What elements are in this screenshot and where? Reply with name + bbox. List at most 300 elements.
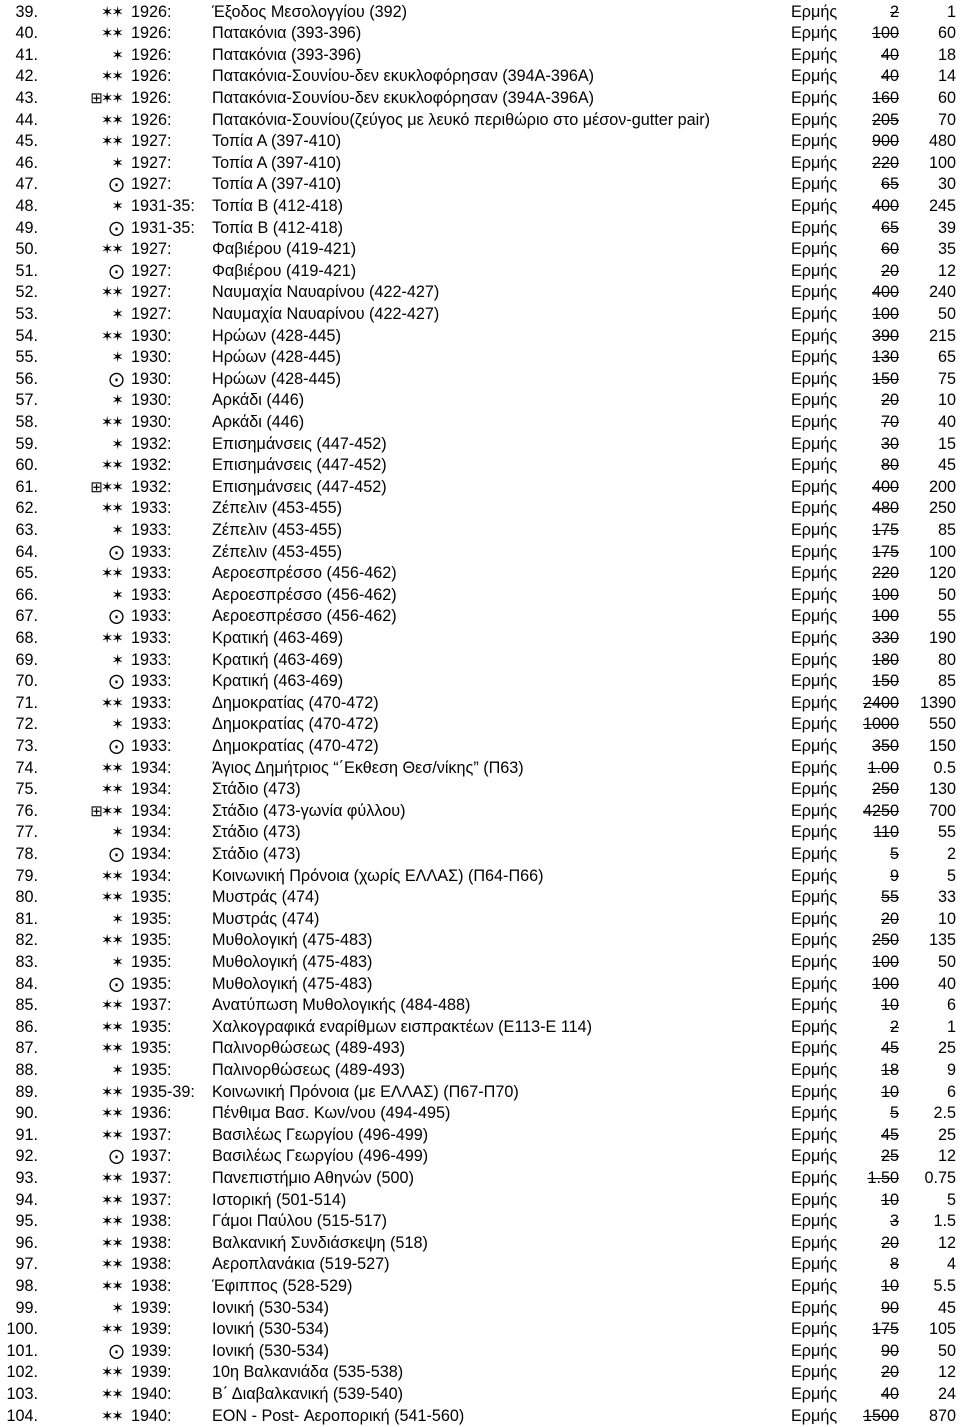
issue-title: Ναυμαχία Ναυαρίνου (422-427)	[212, 304, 439, 326]
new-price: 60	[904, 23, 956, 45]
issue-year: 1935:	[131, 1060, 172, 1082]
condition-symbol: ✶	[58, 347, 122, 369]
table-row	[0, 196, 960, 218]
catalogue-name: Ερμής	[791, 1384, 837, 1406]
catalogue-name: Ερμής	[791, 1082, 837, 1104]
new-price: 135	[904, 930, 956, 952]
old-price: 100	[852, 23, 899, 45]
entry-number: 82.	[2, 930, 38, 952]
old-price: 1.50	[852, 1168, 899, 1190]
new-price: 12	[904, 1146, 956, 1168]
issue-year: 1934:	[131, 779, 172, 801]
issue-year: 1938:	[131, 1276, 172, 1298]
entry-number: 67.	[2, 606, 38, 628]
issue-year: 1939:	[131, 1298, 172, 1320]
table-row	[0, 974, 960, 996]
old-price: 45	[852, 1125, 899, 1147]
issue-year: 1937:	[131, 1125, 172, 1147]
new-price: 6	[904, 995, 956, 1017]
catalogue-name: Ερμής	[791, 866, 837, 888]
entry-number: 45.	[2, 131, 38, 153]
table-row	[0, 693, 960, 715]
issue-title: Πανεπιστήμιο Αθηνών (500)	[212, 1168, 414, 1190]
new-price: 25	[904, 1125, 956, 1147]
issue-year: 1937:	[131, 995, 172, 1017]
condition-symbol: ✶✶	[58, 563, 122, 585]
entry-number: 101.	[2, 1341, 38, 1363]
issue-title: Βαλκανική Συνδιάσκεψη (518)	[212, 1233, 428, 1255]
new-price: 200	[904, 477, 956, 499]
condition-symbol: ✶✶	[58, 887, 122, 909]
table-row	[0, 390, 960, 412]
catalogue-name: Ερμής	[791, 131, 837, 153]
new-price: 1	[904, 2, 956, 24]
entry-number: 54.	[2, 326, 38, 348]
entry-number: 68.	[2, 628, 38, 650]
new-price: 75	[904, 369, 956, 391]
condition-symbol: ✶✶	[58, 758, 122, 780]
issue-title: Δημοκρατίας (470-472)	[212, 693, 379, 715]
new-price: 120	[904, 563, 956, 585]
entry-number: 75.	[2, 779, 38, 801]
catalogue-name: Ερμής	[791, 693, 837, 715]
issue-year: 1937:	[131, 1146, 172, 1168]
issue-title: Φαβιέρου (419-421)	[212, 239, 356, 261]
issue-year: 1930:	[131, 347, 172, 369]
catalogue-name: Ερμής	[791, 477, 837, 499]
table-row	[0, 758, 960, 780]
table-row	[0, 1406, 960, 1427]
condition-symbol: ✶✶	[58, 693, 122, 715]
old-price: 90	[852, 1298, 899, 1320]
entry-number: 62.	[2, 498, 38, 520]
table-row	[0, 110, 960, 132]
new-price: 55	[904, 822, 956, 844]
old-price: 250	[852, 779, 899, 801]
new-price: 35	[904, 239, 956, 261]
table-row	[0, 628, 960, 650]
catalogue-name: Ερμής	[791, 1233, 837, 1255]
issue-title: Ιονική (530-534)	[212, 1341, 329, 1363]
table-row	[0, 1211, 960, 1233]
condition-symbol: ✶✶	[58, 282, 122, 304]
entry-number: 50.	[2, 239, 38, 261]
table-row	[0, 153, 960, 175]
catalogue-name: Ερμής	[791, 952, 837, 974]
catalogue-name: Ερμής	[791, 1168, 837, 1190]
old-price: 45	[852, 1038, 899, 1060]
old-price: 400	[852, 282, 899, 304]
issue-year: 1939:	[131, 1319, 172, 1341]
new-price: 45	[904, 1298, 956, 1320]
condition-symbol: ✶	[58, 1298, 122, 1320]
entry-number: 94.	[2, 1190, 38, 1212]
issue-year: 1935-39:	[131, 1082, 195, 1104]
catalogue-name: Ερμής	[791, 1103, 837, 1125]
entry-number: 58.	[2, 412, 38, 434]
new-price: 39	[904, 218, 956, 240]
entry-number: 51.	[2, 261, 38, 283]
catalogue-name: Ερμής	[791, 88, 837, 110]
old-price: 10	[852, 1082, 899, 1104]
old-price: 80	[852, 455, 899, 477]
catalogue-name: Ερμής	[791, 326, 837, 348]
new-price: 10	[904, 390, 956, 412]
old-price: 20	[852, 1233, 899, 1255]
entry-number: 104.	[2, 1406, 38, 1427]
entry-number: 80.	[2, 887, 38, 909]
entry-number: 61.	[2, 477, 38, 499]
new-price: 5	[904, 866, 956, 888]
new-price: 480	[904, 131, 956, 153]
issue-year: 1934:	[131, 844, 172, 866]
issue-year: 1931-35:	[131, 196, 195, 218]
condition-symbol: ⨀	[58, 542, 122, 564]
table-row	[0, 1341, 960, 1363]
catalogue-name: Ερμής	[791, 736, 837, 758]
entry-number: 64.	[2, 542, 38, 564]
issue-year: 1940:	[131, 1406, 172, 1427]
issue-title: Κρατική (463-469)	[212, 671, 343, 693]
table-row	[0, 801, 960, 823]
old-price: 40	[852, 45, 899, 67]
issue-title: Μυθολογική (475-483)	[212, 952, 372, 974]
catalogue-name: Ερμής	[791, 844, 837, 866]
catalogue-name: Ερμής	[791, 650, 837, 672]
entry-number: 77.	[2, 822, 38, 844]
issue-year: 1937:	[131, 1190, 172, 1212]
condition-symbol: ⨀	[58, 671, 122, 693]
entry-number: 66.	[2, 585, 38, 607]
condition-symbol: ⨀	[58, 218, 122, 240]
old-price: 130	[852, 347, 899, 369]
issue-title: Επισημάνσεις (447-452)	[212, 434, 387, 456]
new-price: 30	[904, 174, 956, 196]
new-price: 0.5	[904, 758, 956, 780]
issue-title: Πατακόνια-Σουνίου(ζεύγος με λευκό περιθώριο στο μέσον-gutter pair)	[212, 110, 710, 132]
catalogue-name: Ερμής	[791, 174, 837, 196]
entry-number: 42.	[2, 66, 38, 88]
table-row	[0, 1254, 960, 1276]
issue-title: Άγιος Δημήτριος “΄Εκθεση Θεσ/νίκης” (Π63)	[212, 758, 524, 780]
table-row	[0, 66, 960, 88]
old-price: 1.00	[852, 758, 899, 780]
condition-symbol: ✶✶	[58, 455, 122, 477]
issue-year: 1939:	[131, 1341, 172, 1363]
old-price: 100	[852, 974, 899, 996]
catalogue-name: Ερμής	[791, 671, 837, 693]
issue-title: Βασιλέως Γεωργίου (496-499)	[212, 1146, 428, 1168]
condition-symbol: ✶✶	[58, 995, 122, 1017]
catalogue-name: Ερμής	[791, 239, 837, 261]
entry-number: 84.	[2, 974, 38, 996]
catalogue-name: Ερμής	[791, 563, 837, 585]
issue-title: Πένθιμα Βασ. Κων/νου (494-495)	[212, 1103, 450, 1125]
old-price: 60	[852, 239, 899, 261]
catalogue-name: Ερμής	[791, 412, 837, 434]
condition-symbol: ⊞✶✶	[58, 88, 122, 110]
entry-number: 79.	[2, 866, 38, 888]
issue-title: Μυστράς (474)	[212, 909, 319, 931]
issue-year: 1927:	[131, 261, 172, 283]
issue-year: 1939:	[131, 1362, 172, 1384]
issue-year: 1935:	[131, 952, 172, 974]
old-price: 10	[852, 1190, 899, 1212]
entry-number: 83.	[2, 952, 38, 974]
table-row	[0, 45, 960, 67]
old-price: 175	[852, 1319, 899, 1341]
condition-symbol: ✶✶	[58, 1125, 122, 1147]
new-price: 12	[904, 1233, 956, 1255]
catalogue-name: Ερμής	[791, 1038, 837, 1060]
catalogue-name: Ερμής	[791, 1017, 837, 1039]
catalogue-name: Ερμής	[791, 801, 837, 823]
entry-number: 89.	[2, 1082, 38, 1104]
entry-number: 90.	[2, 1103, 38, 1125]
table-row	[0, 1038, 960, 1060]
issue-title: Αεροεσπρέσσο (456-462)	[212, 606, 397, 628]
entry-number: 53.	[2, 304, 38, 326]
old-price: 20	[852, 261, 899, 283]
table-row	[0, 930, 960, 952]
condition-symbol: ✶✶	[58, 326, 122, 348]
condition-symbol: ✶✶	[58, 866, 122, 888]
condition-symbol: ⨀	[58, 1341, 122, 1363]
condition-symbol: ✶✶	[58, 1038, 122, 1060]
entry-number: 78.	[2, 844, 38, 866]
issue-year: 1936:	[131, 1103, 172, 1125]
new-price: 1.5	[904, 1211, 956, 1233]
condition-symbol: ⨀	[58, 174, 122, 196]
entry-number: 100.	[2, 1319, 38, 1341]
table-row	[0, 1146, 960, 1168]
old-price: 18	[852, 1060, 899, 1082]
table-row	[0, 88, 960, 110]
issue-title: Στάδιο (473)	[212, 844, 301, 866]
table-row	[0, 779, 960, 801]
entry-number: 99.	[2, 1298, 38, 1320]
catalogue-name: Ερμής	[791, 218, 837, 240]
old-price: 390	[852, 326, 899, 348]
catalogue-name: Ερμής	[791, 1190, 837, 1212]
condition-symbol: ✶	[58, 434, 122, 456]
new-price: 245	[904, 196, 956, 218]
condition-symbol: ✶✶	[58, 930, 122, 952]
table-row	[0, 326, 960, 348]
entry-number: 46.	[2, 153, 38, 175]
condition-symbol: ✶✶	[58, 779, 122, 801]
entry-number: 97.	[2, 1254, 38, 1276]
old-price: 110	[852, 822, 899, 844]
condition-symbol: ✶	[58, 45, 122, 67]
condition-symbol: ✶✶	[58, 498, 122, 520]
new-price: 80	[904, 650, 956, 672]
condition-symbol: ✶	[58, 909, 122, 931]
new-price: 50	[904, 304, 956, 326]
table-row	[0, 1082, 960, 1104]
issue-year: 1933:	[131, 606, 172, 628]
condition-symbol: ✶	[58, 650, 122, 672]
table-row	[0, 455, 960, 477]
table-row	[0, 304, 960, 326]
catalogue-name: Ερμής	[791, 45, 837, 67]
catalogue-name: Ερμής	[791, 434, 837, 456]
catalogue-name: Ερμής	[791, 822, 837, 844]
entry-number: 74.	[2, 758, 38, 780]
entry-number: 55.	[2, 347, 38, 369]
table-row	[0, 1384, 960, 1406]
catalogue-name: Ερμής	[791, 261, 837, 283]
new-price: 550	[904, 714, 956, 736]
issue-title: Τοπία Β (412-418)	[212, 196, 343, 218]
catalogue-name: Ερμής	[791, 542, 837, 564]
old-price: 1500	[852, 1406, 899, 1427]
condition-symbol: ✶	[58, 304, 122, 326]
issue-year: 1934:	[131, 866, 172, 888]
condition-symbol: ✶✶	[58, 1082, 122, 1104]
entry-number: 76.	[2, 801, 38, 823]
issue-year: 1935:	[131, 909, 172, 931]
new-price: 1390	[904, 693, 956, 715]
catalogue-name: Ερμής	[791, 1125, 837, 1147]
issue-year: 1940:	[131, 1384, 172, 1406]
catalogue-name: Ερμής	[791, 1211, 837, 1233]
issue-title: Έξοδος Μεσολογγίου (392)	[212, 2, 407, 24]
entry-number: 96.	[2, 1233, 38, 1255]
entry-number: 43.	[2, 88, 38, 110]
condition-symbol: ✶✶	[58, 1103, 122, 1125]
new-price: 40	[904, 412, 956, 434]
condition-symbol: ⨀	[58, 974, 122, 996]
new-price: 33	[904, 887, 956, 909]
table-row	[0, 239, 960, 261]
old-price: 9	[852, 866, 899, 888]
catalogue-name: Ερμής	[791, 110, 837, 132]
condition-symbol: ✶✶	[58, 1406, 122, 1427]
issue-year: 1927:	[131, 174, 172, 196]
old-price: 100	[852, 304, 899, 326]
table-row	[0, 909, 960, 931]
table-row	[0, 563, 960, 585]
issue-year: 1926:	[131, 23, 172, 45]
new-price: 870	[904, 1406, 956, 1427]
issue-title: ΕΟΝ - Post- Αεροπορική (541-560)	[212, 1406, 464, 1427]
old-price: 3	[852, 1211, 899, 1233]
issue-year: 1930:	[131, 412, 172, 434]
old-price: 330	[852, 628, 899, 650]
catalogue-name: Ερμής	[791, 1146, 837, 1168]
condition-symbol: ✶✶	[58, 412, 122, 434]
issue-title: Έφιππος (528-529)	[212, 1276, 352, 1298]
catalogue-name: Ερμής	[791, 304, 837, 326]
condition-symbol: ✶	[58, 822, 122, 844]
table-row	[0, 887, 960, 909]
issue-title: Στάδιο (473)	[212, 822, 301, 844]
issue-year: 1938:	[131, 1211, 172, 1233]
condition-symbol: ⨀	[58, 369, 122, 391]
issue-title: Δημοκρατίας (470-472)	[212, 714, 379, 736]
entry-number: 56.	[2, 369, 38, 391]
old-price: 1000	[852, 714, 899, 736]
new-price: 240	[904, 282, 956, 304]
table-row	[0, 520, 960, 542]
issue-year: 1937:	[131, 1168, 172, 1190]
table-row	[0, 1362, 960, 1384]
issue-year: 1932:	[131, 434, 172, 456]
issue-title: Ναυμαχία Ναυαρίνου (422-427)	[212, 282, 439, 304]
old-price: 220	[852, 563, 899, 585]
table-row	[0, 822, 960, 844]
issue-title: Τοπία Α (397-410)	[212, 131, 341, 153]
catalogue-name: Ερμής	[791, 1406, 837, 1427]
issue-title: Αεροεσπρέσσο (456-462)	[212, 563, 397, 585]
old-price: 150	[852, 671, 899, 693]
table-row	[0, 1168, 960, 1190]
old-price: 65	[852, 218, 899, 240]
new-price: 5.5	[904, 1276, 956, 1298]
table-row	[0, 1060, 960, 1082]
issue-title: Δημοκρατίας (470-472)	[212, 736, 379, 758]
table-row	[0, 1103, 960, 1125]
old-price: 175	[852, 520, 899, 542]
new-price: 130	[904, 779, 956, 801]
table-row	[0, 218, 960, 240]
catalogue-name: Ερμής	[791, 1298, 837, 1320]
condition-symbol: ⨀	[58, 261, 122, 283]
issue-year: 1926:	[131, 66, 172, 88]
entry-number: 48.	[2, 196, 38, 218]
catalogue-name: Ερμής	[791, 714, 837, 736]
catalogue-name: Ερμής	[791, 153, 837, 175]
table-row	[0, 1319, 960, 1341]
issue-title: Στάδιο (473)	[212, 779, 301, 801]
new-price: 100	[904, 153, 956, 175]
old-price: 40	[852, 1384, 899, 1406]
condition-symbol: ⨀	[58, 844, 122, 866]
new-price: 15	[904, 434, 956, 456]
table-row	[0, 434, 960, 456]
issue-year: 1930:	[131, 390, 172, 412]
issue-year: 1935:	[131, 1038, 172, 1060]
catalogue-name: Ερμής	[791, 390, 837, 412]
issue-title: Β΄ Διαβαλκανική (539-540)	[212, 1384, 403, 1406]
table-row	[0, 1233, 960, 1255]
table-row	[0, 736, 960, 758]
old-price: 180	[852, 650, 899, 672]
entry-number: 85.	[2, 995, 38, 1017]
entry-number: 93.	[2, 1168, 38, 1190]
issue-title: Φαβιέρου (419-421)	[212, 261, 356, 283]
old-price: 20	[852, 1362, 899, 1384]
old-price: 480	[852, 498, 899, 520]
old-price: 2	[852, 1017, 899, 1039]
catalogue-name: Ερμής	[791, 606, 837, 628]
table-row	[0, 650, 960, 672]
condition-symbol: ⨀	[58, 736, 122, 758]
entry-number: 72.	[2, 714, 38, 736]
entry-number: 44.	[2, 110, 38, 132]
old-price: 65	[852, 174, 899, 196]
old-price: 400	[852, 196, 899, 218]
issue-year: 1938:	[131, 1254, 172, 1276]
old-price: 100	[852, 606, 899, 628]
condition-symbol: ✶	[58, 952, 122, 974]
issue-year: 1932:	[131, 477, 172, 499]
issue-year: 1927:	[131, 153, 172, 175]
catalogue-name: Ερμής	[791, 628, 837, 650]
condition-symbol: ✶✶	[58, 110, 122, 132]
old-price: 90	[852, 1341, 899, 1363]
